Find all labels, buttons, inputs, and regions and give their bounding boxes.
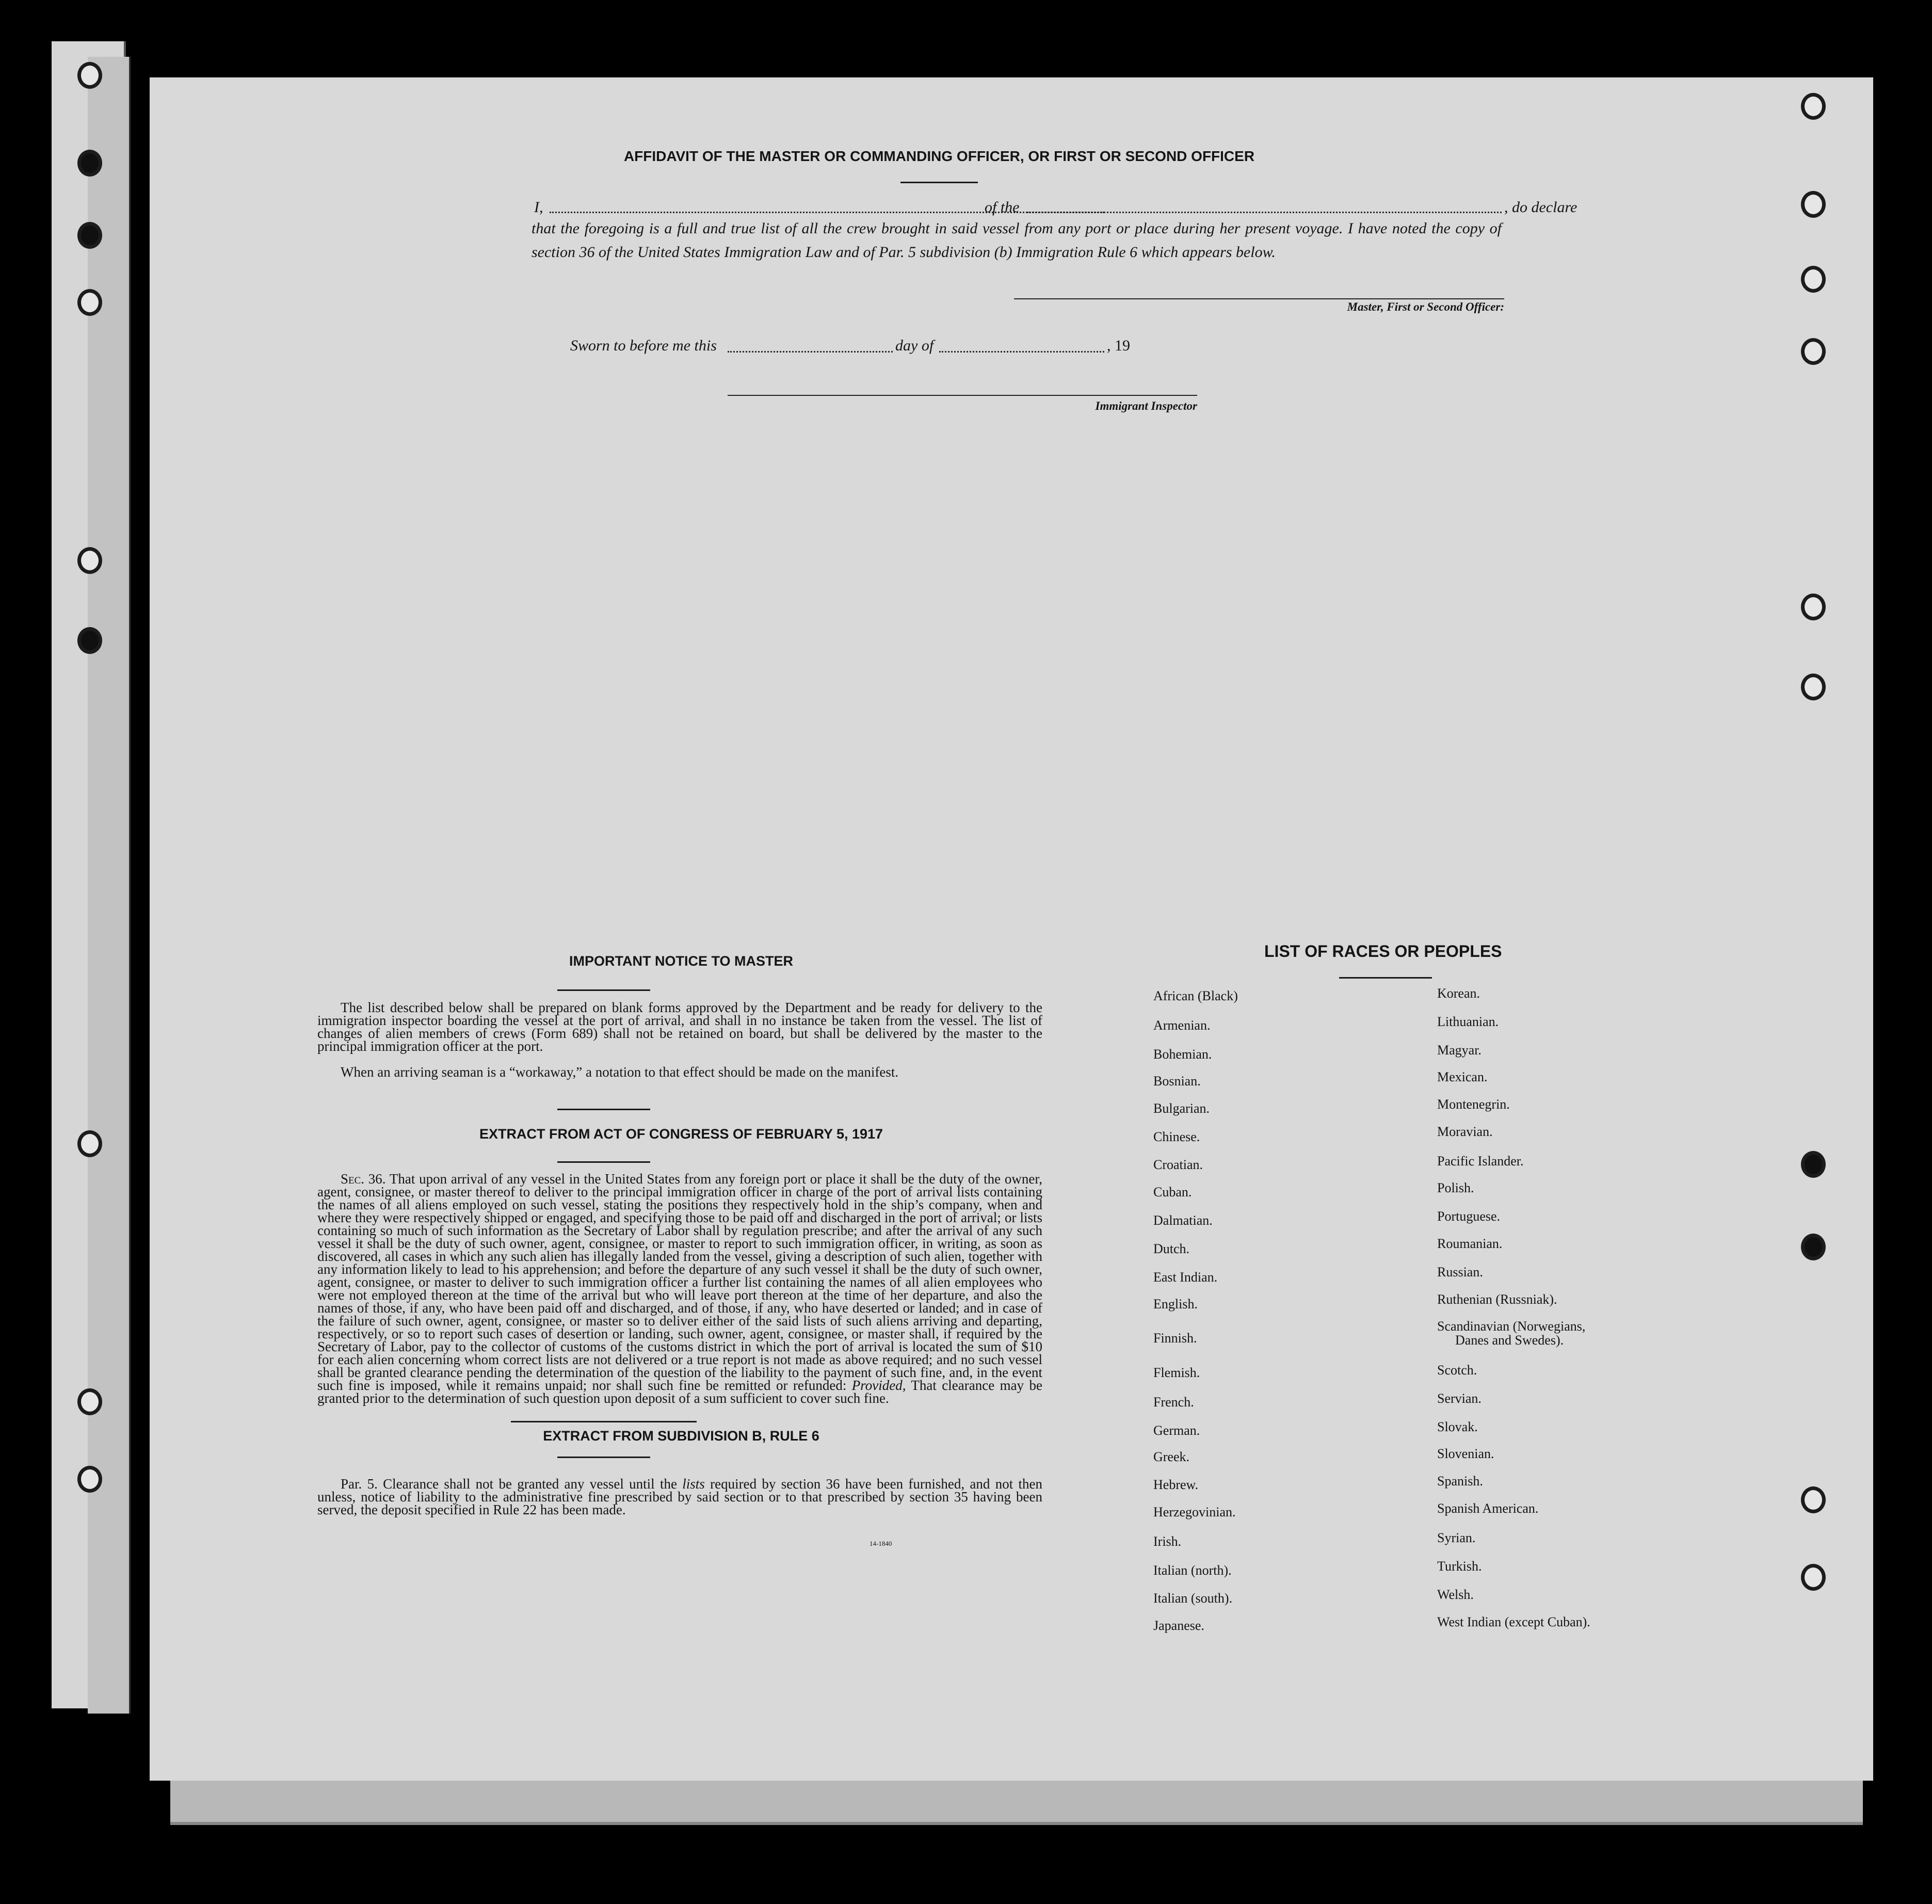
- form-number: 14-1840: [870, 1540, 892, 1547]
- form-page: [150, 77, 1873, 1781]
- race-item: Mexican.: [1437, 1069, 1488, 1084]
- race-item: Hebrew.: [1153, 1477, 1199, 1492]
- act-title: EXTRACT FROM ACT OF CONGRESS OF FEBRUARY 5, 1917: [479, 1126, 883, 1142]
- race-item: Flemish.: [1153, 1365, 1200, 1380]
- punch-hole: [1801, 1234, 1826, 1260]
- race-item: Dalmatian.: [1153, 1213, 1213, 1228]
- rule-paragraph: [317, 1478, 1042, 1516]
- sworn-day-field[interactable]: [728, 351, 893, 353]
- divider: [1339, 977, 1432, 979]
- punch-hole: [1801, 1486, 1826, 1513]
- race-item: Japanese.: [1153, 1618, 1204, 1633]
- race-item: Irish.: [1153, 1534, 1182, 1549]
- divider: [900, 182, 978, 183]
- rule-text-a: Par. 5. Clearance shall not be granted any vessel until the: [341, 1476, 677, 1492]
- race-item: Spanish American.: [1437, 1501, 1539, 1516]
- race-item: Moravian.: [1437, 1124, 1493, 1139]
- day-of-label: day of: [895, 337, 934, 354]
- race-item: Bohemian.: [1153, 1047, 1212, 1062]
- race-item: French.: [1153, 1395, 1194, 1410]
- race-item: Greek.: [1153, 1449, 1190, 1464]
- race-item-continued: Danes and Swedes).: [1455, 1333, 1564, 1348]
- punch-hole: [77, 627, 102, 654]
- sworn-year-label: , 19: [1107, 337, 1130, 354]
- race-item: Scandinavian (Norwegians,: [1437, 1319, 1586, 1334]
- race-item: Cuban.: [1153, 1185, 1192, 1199]
- race-item: Roumanian.: [1437, 1236, 1503, 1251]
- divider: [557, 1457, 650, 1458]
- race-item: Korean.: [1437, 986, 1480, 1001]
- race-item: German.: [1153, 1423, 1200, 1438]
- race-item: Magyar.: [1437, 1043, 1482, 1058]
- divider: [557, 1109, 650, 1110]
- punch-hole: [1801, 674, 1826, 700]
- workaway-paragraph: When an arriving seaman is a “workaway,” a notation to that effect should be made on the manifest.: [341, 1064, 899, 1080]
- race-item: Pacific Islander.: [1437, 1154, 1524, 1169]
- rule-text-b: required by section 36 have been furnished, and not then unless, notice of liability to the administrative fine prescribed by said section or to that prescribed by section 35 having been served, the deposit specified in Rule 22 has been made.: [317, 1476, 1043, 1517]
- race-item: Turkish.: [1437, 1559, 1482, 1574]
- section-body-end: That clearance may be granted prior to the determination of such question upon deposit of a sum sufficient to cover such fine.: [317, 1378, 1043, 1406]
- race-item: Slovenian.: [1437, 1446, 1494, 1461]
- race-item: Spanish.: [1437, 1474, 1483, 1489]
- notice-title: IMPORTANT NOTICE TO MASTER: [569, 953, 793, 969]
- sworn-month-field[interactable]: [939, 351, 1104, 353]
- punch-hole: [77, 1130, 102, 1157]
- punch-hole: [1801, 93, 1826, 120]
- punch-hole: [77, 62, 102, 89]
- punch-hole: [77, 1466, 102, 1493]
- race-item: Lithuanian.: [1437, 1014, 1499, 1029]
- punch-hole: [77, 222, 102, 249]
- divider: [511, 1421, 697, 1422]
- race-item: Scotch.: [1437, 1363, 1477, 1378]
- punch-hole: [1801, 594, 1826, 620]
- punch-hole: [1801, 191, 1826, 218]
- punch-hole: [77, 547, 102, 574]
- signature-label: Master, First or Second Officer:: [1347, 300, 1504, 313]
- race-item: Polish.: [1437, 1180, 1474, 1195]
- inspector-label: Immigrant Inspector: [1095, 399, 1197, 412]
- race-item: Ruthenian (Russniak).: [1437, 1292, 1557, 1307]
- declare-label: , do declare: [1504, 199, 1577, 216]
- punch-hole: [1801, 1151, 1826, 1178]
- race-item: Welsh.: [1437, 1587, 1474, 1602]
- race-item: Montenegrin.: [1437, 1097, 1510, 1112]
- punch-hole: [1801, 266, 1826, 293]
- declarant-name-field[interactable]: [550, 212, 1104, 213]
- race-item: Russian.: [1437, 1265, 1483, 1279]
- section-36-text: [317, 1173, 1042, 1405]
- race-item: Finnish.: [1153, 1331, 1197, 1346]
- punch-hole: [1801, 1564, 1826, 1591]
- punch-hole: [77, 150, 102, 177]
- punch-hole: [77, 289, 102, 316]
- races-title: LIST OF RACES OR PEOPLES: [1264, 942, 1502, 961]
- inspector-signature-line[interactable]: [728, 395, 1197, 396]
- punch-hole: [77, 1388, 102, 1415]
- punch-hole: [1801, 338, 1826, 365]
- lists-word: lists: [682, 1476, 705, 1492]
- race-item: Croatian.: [1153, 1157, 1203, 1172]
- race-item: Herzegovinian.: [1153, 1505, 1236, 1519]
- race-item: Syrian.: [1437, 1530, 1476, 1545]
- race-item: Italian (north).: [1153, 1563, 1232, 1578]
- race-item: African (Black): [1153, 988, 1238, 1003]
- race-item: Slovak.: [1437, 1419, 1478, 1434]
- race-item: East Indian.: [1153, 1270, 1218, 1285]
- section-body: That upon arrival of any vessel in the United States from any foreign port or place it shall be the duty of the owner, agent, consignee, or master thereof to deliver to the principal immigration officer in charge of the port of arrival lists containing the names of all aliens employed on such vessel, stating the positions they respectively hold in the ship’s company, when and where they were respectively shipped or engaged, and specifying those to be paid off and discharged in the port of arrival; or lists containing so much of such information as the Secretary of Labor shall by regulation prescribe; and after the arrival of any such vessel it shall be the duty of such owner, agent, consignee, or master to report to such immigration officer, in writing, as soon as discovered, all cases in which any such alien has illegally landed from the vessel, giving a description of such alien, together with any information likely to lead to his apprehension; and before the departure of any such vessel it shall be the duty of such owner, agent, consignee, or master to deliver to such immigration officer a further list containing the names of all alien employees who were not employed thereon at the time of the arrival but who will leave port thereon at the time of her departure, and also the names of those, if any, who have been paid off and discharged, and of those, if any, who have deserted or landed; and in case of the failure of such owner, agent, consignee, or master so to deliver either of the said lists of such aliens arriving and departing, respectively, or so to report such cases of desertion or landing, such owner, agent, consignee, or master shall, if required by the Secretary of Labor, pay to the collector of customs of the customs district in which the port of arrival is located the sum of $10 for each alien concerning whom correct lists are not delivered or a true report is not made as above required; and no such vessel shall be granted clearance pending the determination of the question of the liability to the payment of such fine, and, in the event such fine is imposed, while it remains unpaid; nor shall such fine be remitted or refunded:: [317, 1171, 1043, 1393]
- race-item: Bulgarian.: [1153, 1101, 1210, 1116]
- divider: [557, 989, 650, 991]
- race-item: Chinese.: [1153, 1129, 1200, 1144]
- notice-paragraph: The list described below shall be prepared on blank forms approved by the Department and be ready for delivery to the immigration inspector boarding the vessel at the port of arrival, and shall in no instance be taken from the vessel. The list of changes of alien members of crews (Form 689) shall not be retained on board, but shall be delivered by the master to the principal immigration officer at the port.: [317, 1000, 1042, 1054]
- race-item: West Indian (except Cuban).: [1437, 1614, 1590, 1629]
- race-item: Bosnian.: [1153, 1074, 1201, 1089]
- provided-word: Provided,: [851, 1378, 906, 1393]
- sworn-label: Sworn to before me this: [570, 337, 717, 354]
- vessel-field[interactable]: [1027, 212, 1502, 213]
- race-item: Dutch.: [1153, 1241, 1190, 1256]
- race-item: Portuguese.: [1437, 1209, 1501, 1224]
- race-item: Italian (south).: [1153, 1591, 1233, 1606]
- section-label: Sec. 36.: [341, 1171, 386, 1187]
- declarant-prefix: I,: [534, 199, 543, 216]
- affidavit-title: AFFIDAVIT OF THE MASTER OR COMMANDING OFFICER, OR FIRST OR SECOND OFFICER: [623, 148, 1255, 164]
- signature-line[interactable]: [1014, 298, 1504, 299]
- race-item: Servian.: [1437, 1391, 1482, 1406]
- race-item: Armenian.: [1153, 1018, 1211, 1033]
- divider: [557, 1161, 650, 1163]
- affidavit-body: that the foregoing is a full and true list of all the crew brought in said vessel from any port or place during her present voyage. I have noted the copy of section 36 of the United States Immigration Law and of Par. 5 subdivision (b) Immigration Rule 6 which appears below.: [532, 220, 1502, 261]
- rule-title: EXTRACT FROM SUBDIVISION B, RULE 6: [543, 1428, 819, 1444]
- of-the-label: of the: [985, 199, 1020, 216]
- race-item: English.: [1153, 1297, 1198, 1311]
